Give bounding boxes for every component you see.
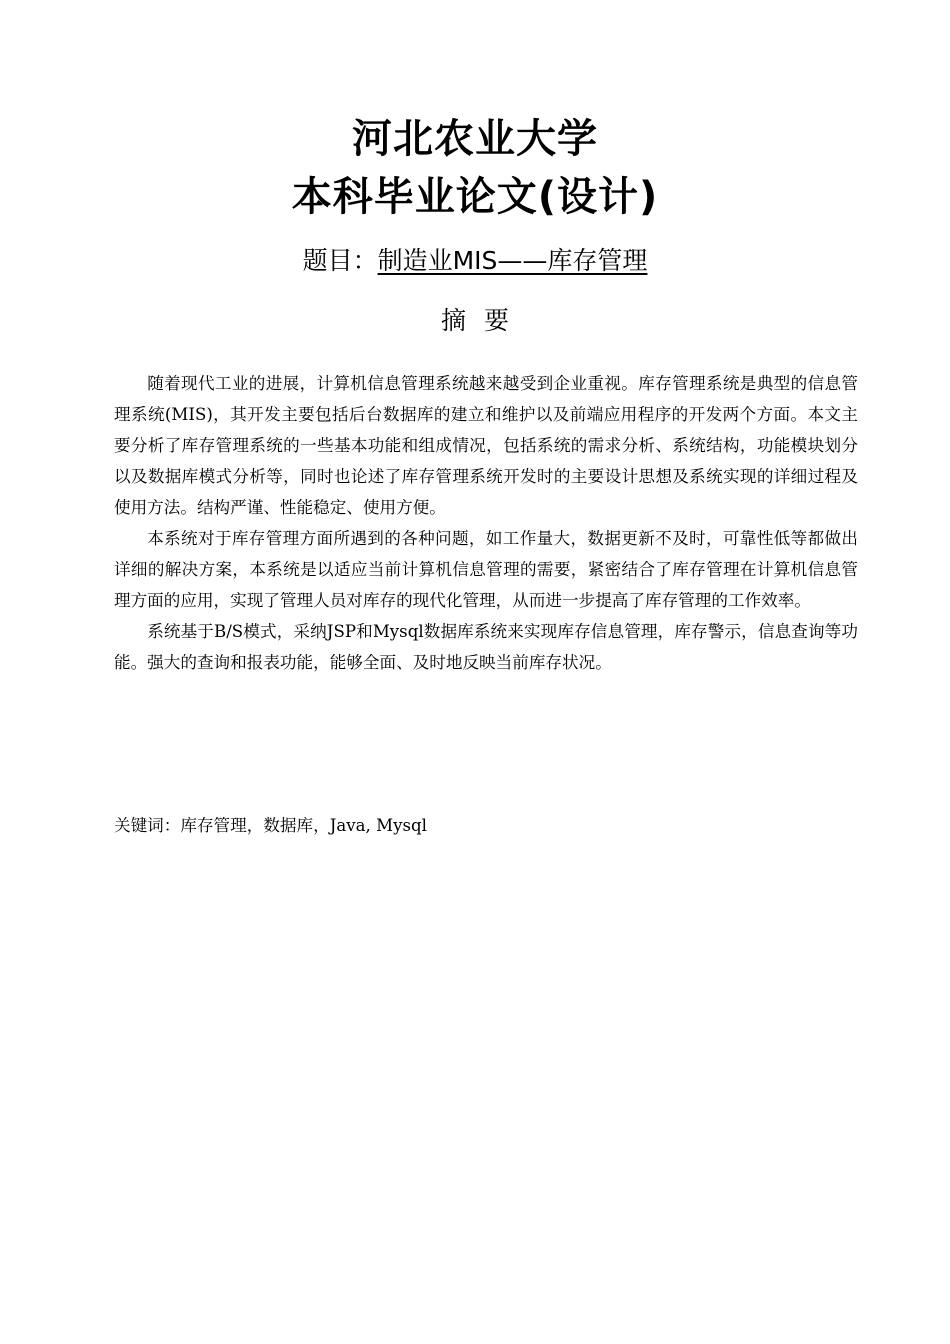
abstract-heading: 摘要 [440, 306, 527, 335]
abstract-body [114, 368, 858, 678]
abstract-paragraph: 本系统对于库存管理方面所遇到的各种问题，如工作量大，数据更新不及时，可靠性低等都做出详细的解决方案，本系统是以适应当前计算机信息管理的需要，紧密结合了库存管理在计算机信息管理方面的应用，实现了管理人员对库存的现代化管理，从而进一步提高了库存管理的工作效率。 [114, 529, 858, 610]
keywords-label: 关键词： [114, 816, 181, 835]
university-name: 河北农业大学 [352, 116, 598, 162]
topic-label: 题目： [302, 246, 378, 275]
topic-value: 制造业MIS——库存管理 [377, 246, 648, 275]
thesis-type: 本科毕业论文(设计) [291, 174, 659, 220]
keywords-value: 库存管理，数据库，Java, Mysql [180, 816, 427, 835]
title-block [0, 110, 950, 226]
keywords-line [114, 811, 858, 841]
abstract-paragraph: 系统基于B/S模式，采纳JSP和Mysql数据库系统来实现库存信息管理，库存警示，信息查询等功能。强大的查询和报表功能，能够全面、及时地反映当前库存状况。 [114, 622, 858, 672]
topic-line [0, 244, 950, 278]
abstract-paragraph: 随着现代工业的进展，计算机信息管理系统越来越受到企业重视。库存管理系统是典型的信息管理系统(MIS)，其开发主要包括后台数据库的建立和维护以及前端应用程序的开发两个方面。本文主要分析了库存管理系统的一些基本功能和组成情况，包括系统的需求分析、系统结构，功能模块划分以及数据库模式分析等，同时也论述了库存管理系统开发时的主要设计思想及系统实现的详细过程及使用方法。结构严谨、性能稳定、使用方便。 [114, 374, 858, 517]
